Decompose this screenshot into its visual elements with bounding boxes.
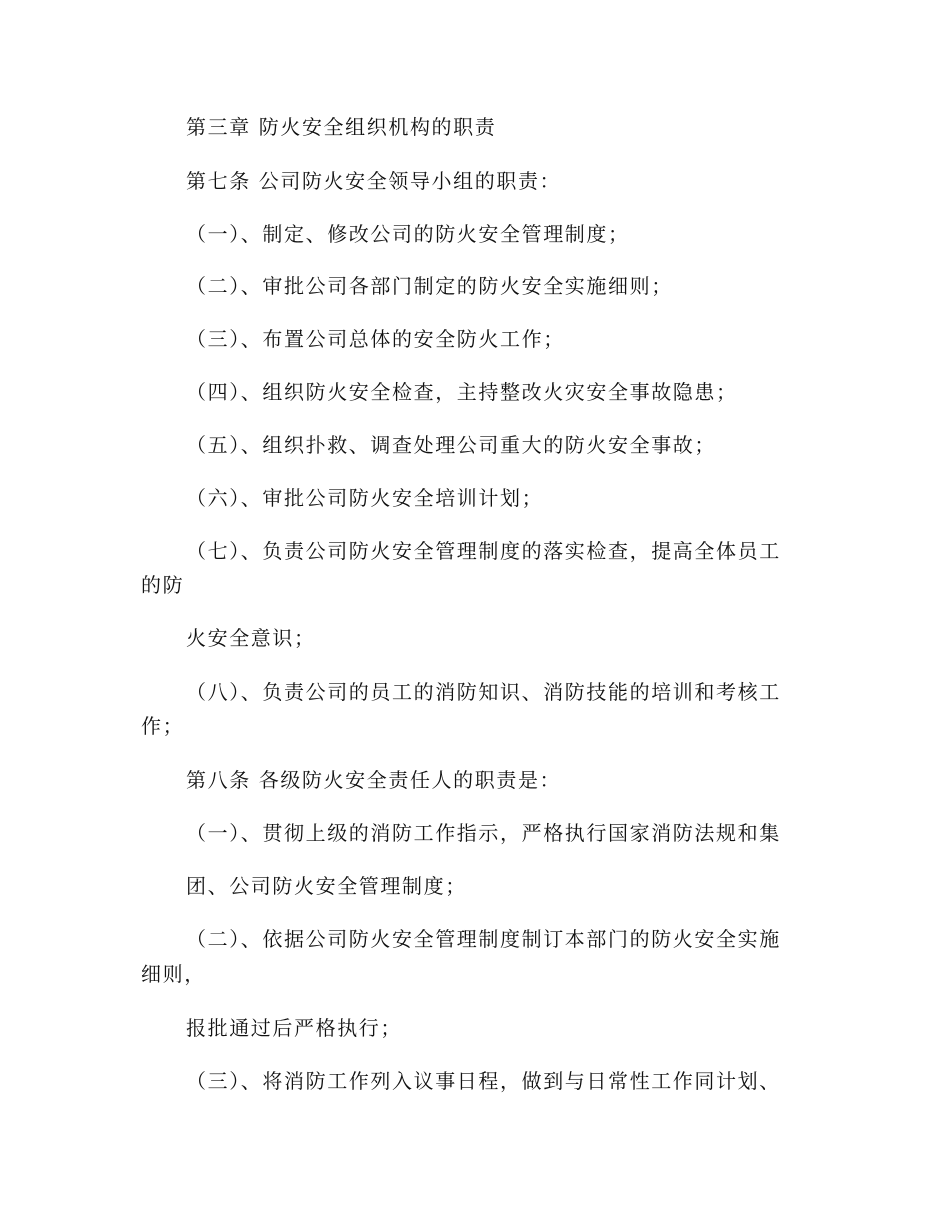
article-7-item-8-wrap: 作； bbox=[141, 714, 185, 738]
article-7-item-4: （四）、组织防火安全检查，主持整改火灾安全事故隐患； bbox=[186, 380, 738, 404]
article-7-item-1: （一）、制定、修改公司的防火安全管理制度； bbox=[186, 222, 630, 246]
article-8-heading: 第八条 各级防火安全责任人的职责是： bbox=[186, 768, 562, 792]
article-7-item-7: （七）、负责公司防火安全管理制度的落实检查，提高全体员工 bbox=[186, 539, 781, 563]
article-8-item-1: （一）、贯彻上级的消防工作指示，严格执行国家消防法规和集 bbox=[186, 821, 781, 845]
chapter-heading: 第三章 防火安全组织机构的职责 bbox=[186, 115, 497, 139]
article-7-item-5: （五）、组织扑救、调查处理公司重大的防火安全事故； bbox=[186, 433, 716, 457]
article-8-item-1-continued: 团、公司防火安全管理制度； bbox=[186, 874, 467, 898]
article-8-item-2: （二）、依据公司防火安全管理制度制订本部门的防火安全实施 bbox=[186, 927, 781, 951]
article-7-item-8: （八）、负责公司的员工的消防知识、消防技能的培训和考核工 bbox=[186, 680, 781, 704]
article-7-item-2: （二）、审批公司各部门制定的防火安全实施细则； bbox=[186, 274, 673, 298]
article-7-item-7-continued: 火安全意识； bbox=[186, 626, 316, 650]
article-7-item-3: （三）、布置公司总体的安全防火工作； bbox=[186, 327, 565, 351]
article-7-item-7-wrap: 的防 bbox=[141, 573, 185, 597]
article-7-heading: 第七条 公司防火安全领导小组的职责： bbox=[186, 169, 562, 193]
article-8-item-3: （三）、将消防工作列入议事日程，做到与日常性工作同计划、 bbox=[186, 1069, 781, 1093]
article-7-item-6: （六）、审批公司防火安全培训计划； bbox=[186, 486, 544, 510]
article-8-item-2-wrap: 细则， bbox=[141, 962, 206, 986]
article-8-item-2-continued: 报批通过后严格执行； bbox=[186, 1016, 402, 1040]
